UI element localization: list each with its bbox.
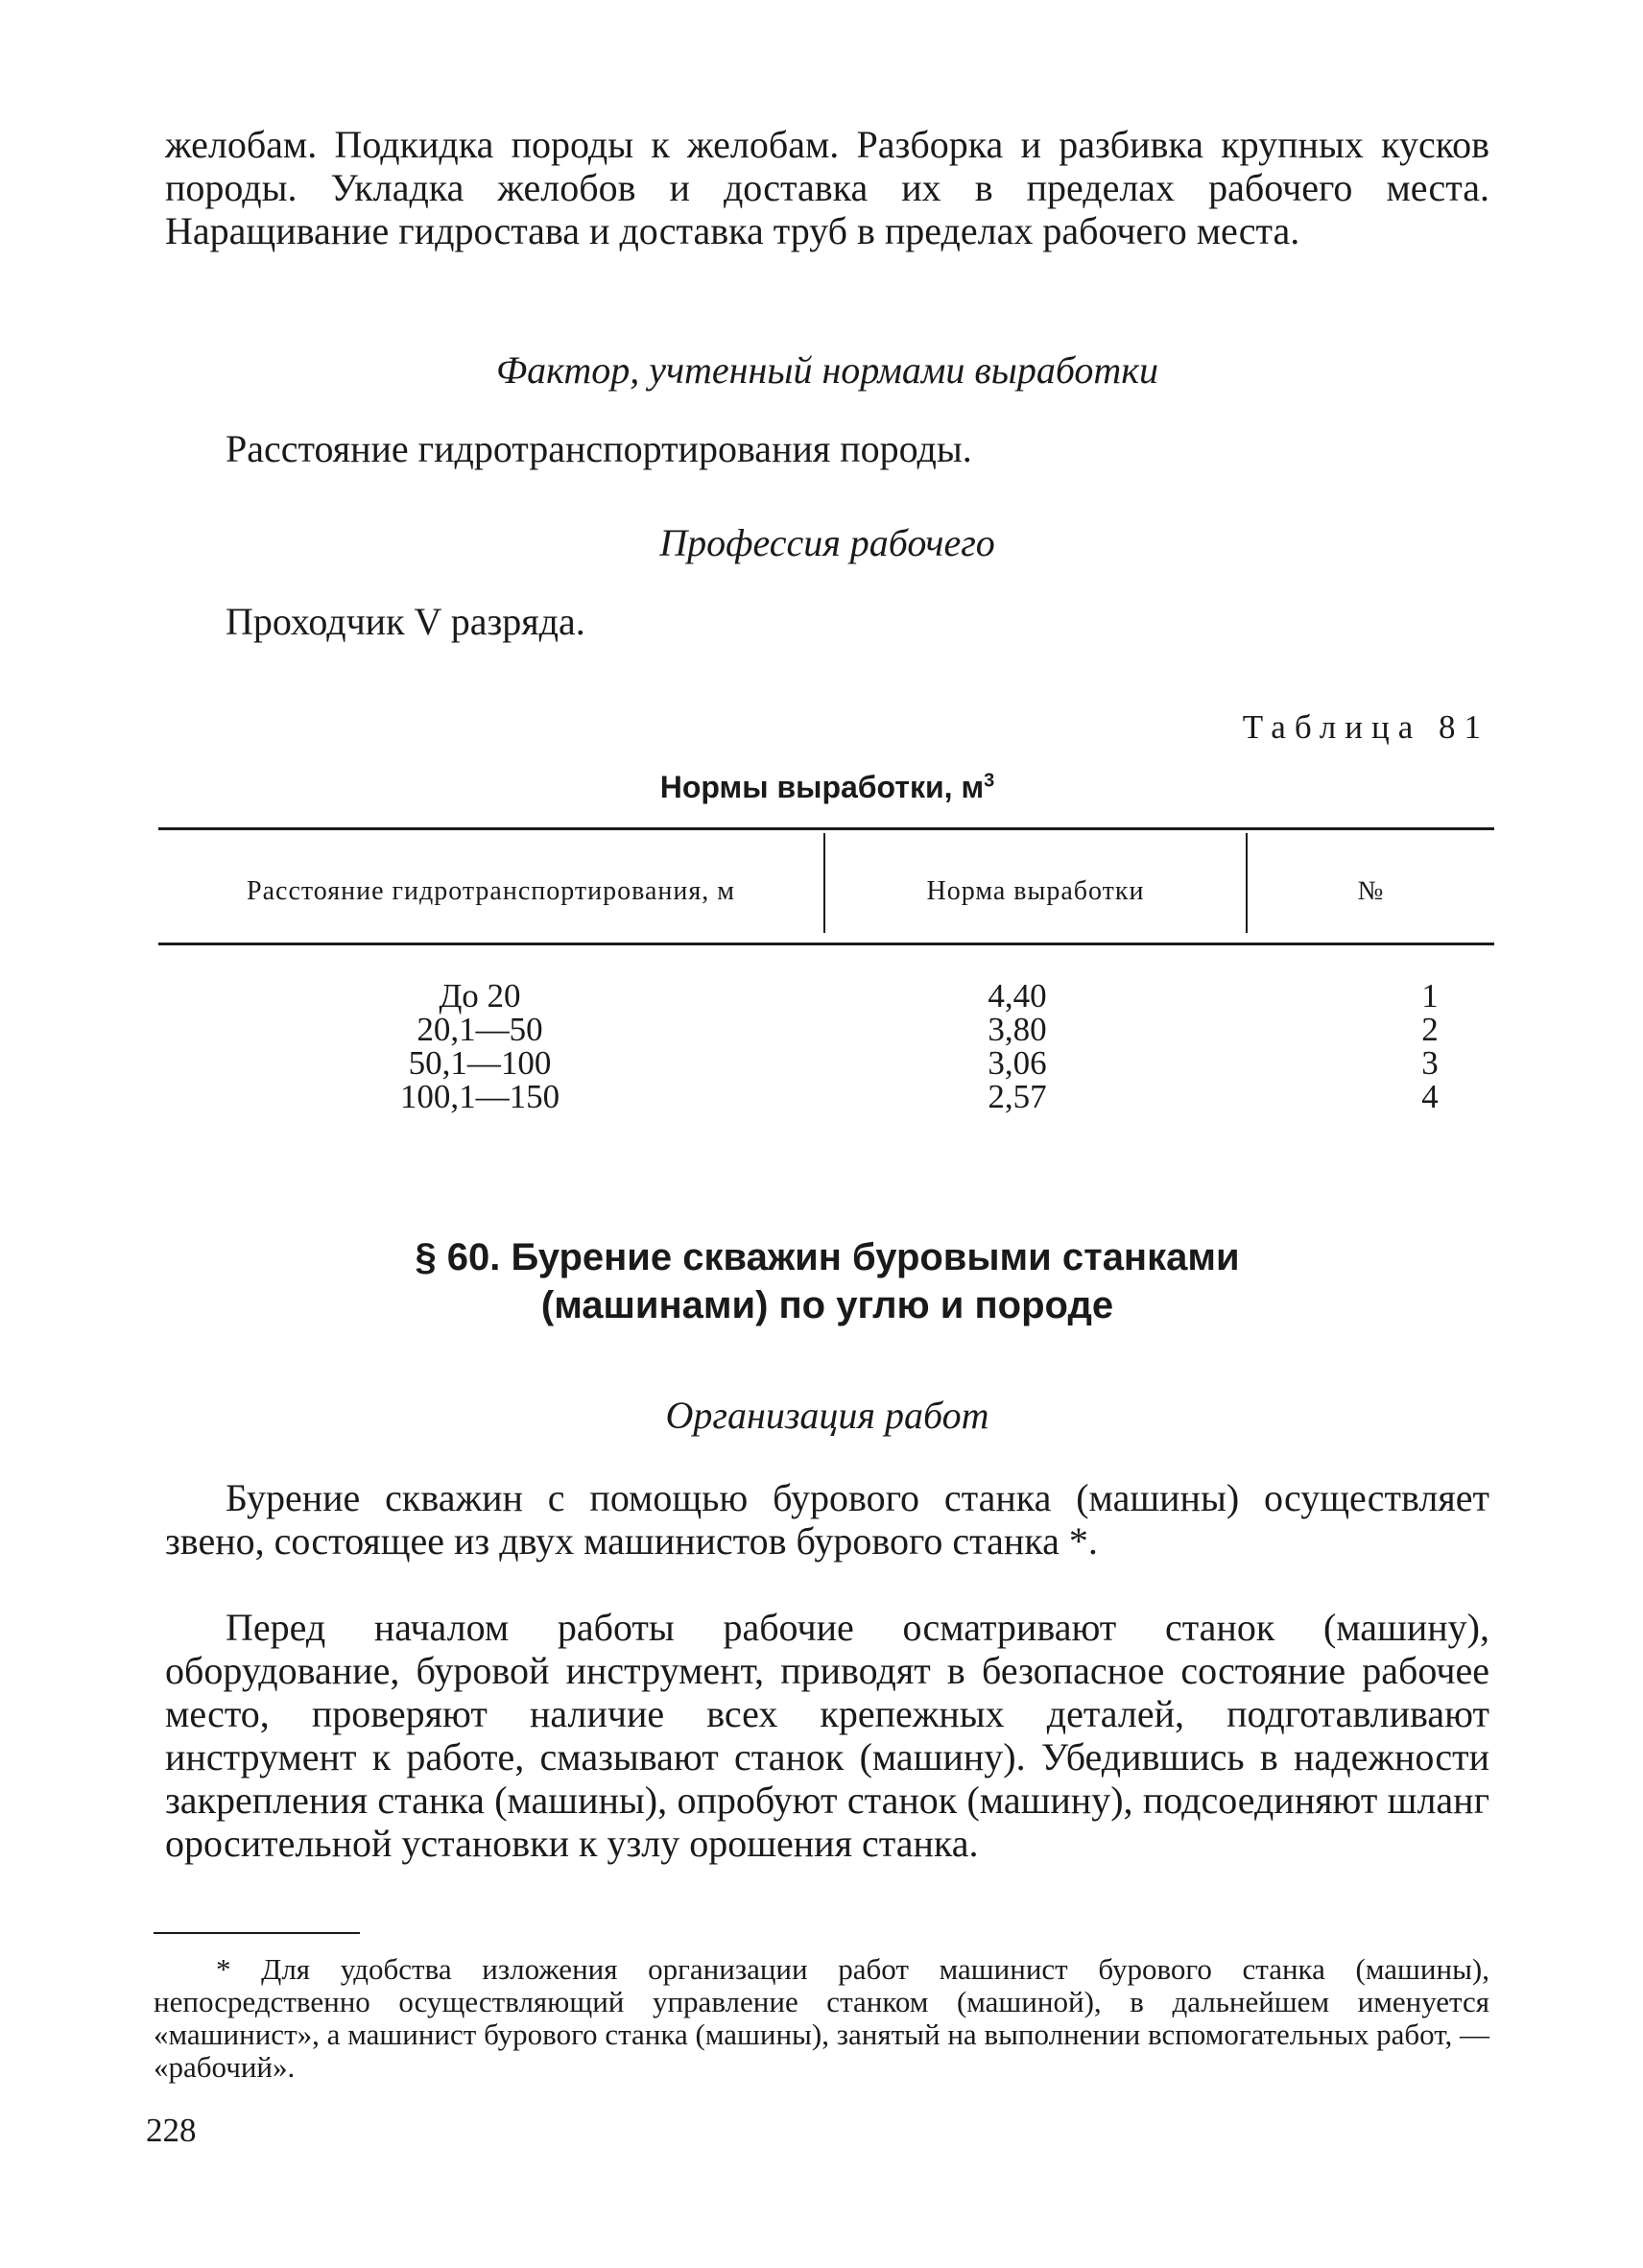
page-number: 228 [146, 2112, 197, 2149]
table-top-rule [158, 827, 1494, 830]
footnote-rule [154, 1932, 360, 1934]
table-title [165, 770, 1489, 805]
factor-text: Расстояние гидротранспортирования породы. [226, 427, 972, 470]
table-title-text: Нормы выработки, м [659, 770, 985, 804]
table-column-number [1382, 979, 1478, 1113]
section-title-line: (машинами) по углю и породе [540, 1284, 1114, 1326]
organization-paragraph: Бурение скважин с помощью бурового станка (машины) осуществляет звено, состоящее из двух машинистов бурового станка *. [165, 1476, 1489, 1563]
table-cell: 100,1—150 [399, 1078, 560, 1115]
table-cell: 3,06 [988, 1044, 1047, 1082]
table-header-rule [158, 943, 1494, 945]
table-cell: До 20 [439, 977, 521, 1015]
table-cell: 2,57 [988, 1078, 1047, 1115]
table-cell: 2 [1421, 1011, 1439, 1048]
factor-heading: Фактор, учтенный нормами выработки [495, 348, 1159, 392]
table-header-distance: Расстояние гидротранспортирования, м [247, 876, 735, 906]
table-column-distance [317, 979, 643, 1113]
table-column-norm [921, 979, 1113, 1113]
table-cell: 4 [1421, 1078, 1439, 1115]
table-header-norm: Норма выработки [926, 876, 1145, 906]
section-title-line: § 60. Бурение скважин буровыми станками [415, 1236, 1240, 1278]
profession-text: Проходчик V разряда. [226, 600, 585, 643]
table-title-superscript: 3 [984, 770, 995, 792]
organization-paragraph: Перед началом работы рабочие осматривают станок (машину), оборудование, буровой инструмент, приводят в безопасное состояние рабочее место, проверяют наличие всех крепежных деталей, подготавливают инструмент к работе, смазывают станок (машину). Убедившись в надежности закрепления станка (машины), опробуют станок (машину), подсоединяют шланг оросительной установки к узлу орошения станка. [165, 1606, 1489, 1865]
table-cell: 4,40 [988, 977, 1047, 1015]
organization-heading: Организация работ [665, 1394, 989, 1437]
footnote: * Для удобства изложения организации работ машинист бурового станка (машины), непосредственно осуществляющий управление станком (машиной), в дальнейшем именуется «машинист», а машинист бурового станка (машины), занятый на выполнении вспомогательных работ, — «рабочий». [154, 1952, 1489, 2084]
table-caption: Таблица 81 [1242, 708, 1489, 746]
profession-heading: Профессия рабочего [659, 521, 995, 564]
table-cell: 1 [1421, 977, 1439, 1015]
table-cell: 50,1—100 [408, 1044, 552, 1082]
table-cell: 20,1—50 [417, 1011, 543, 1048]
table-cell: 3 [1421, 1044, 1439, 1082]
intro-paragraph: желобам. Подкидка породы к желобам. Разборка и разбивка крупных кусков породы. Укладка желобов и доставка их в пределах рабочего места. Наращивание гидростава и доставка труб в пределах рабочего места. [165, 123, 1489, 252]
table-header-number: № [1357, 876, 1385, 906]
section-title [165, 1233, 1489, 1329]
table-cell: 3,80 [988, 1011, 1047, 1048]
